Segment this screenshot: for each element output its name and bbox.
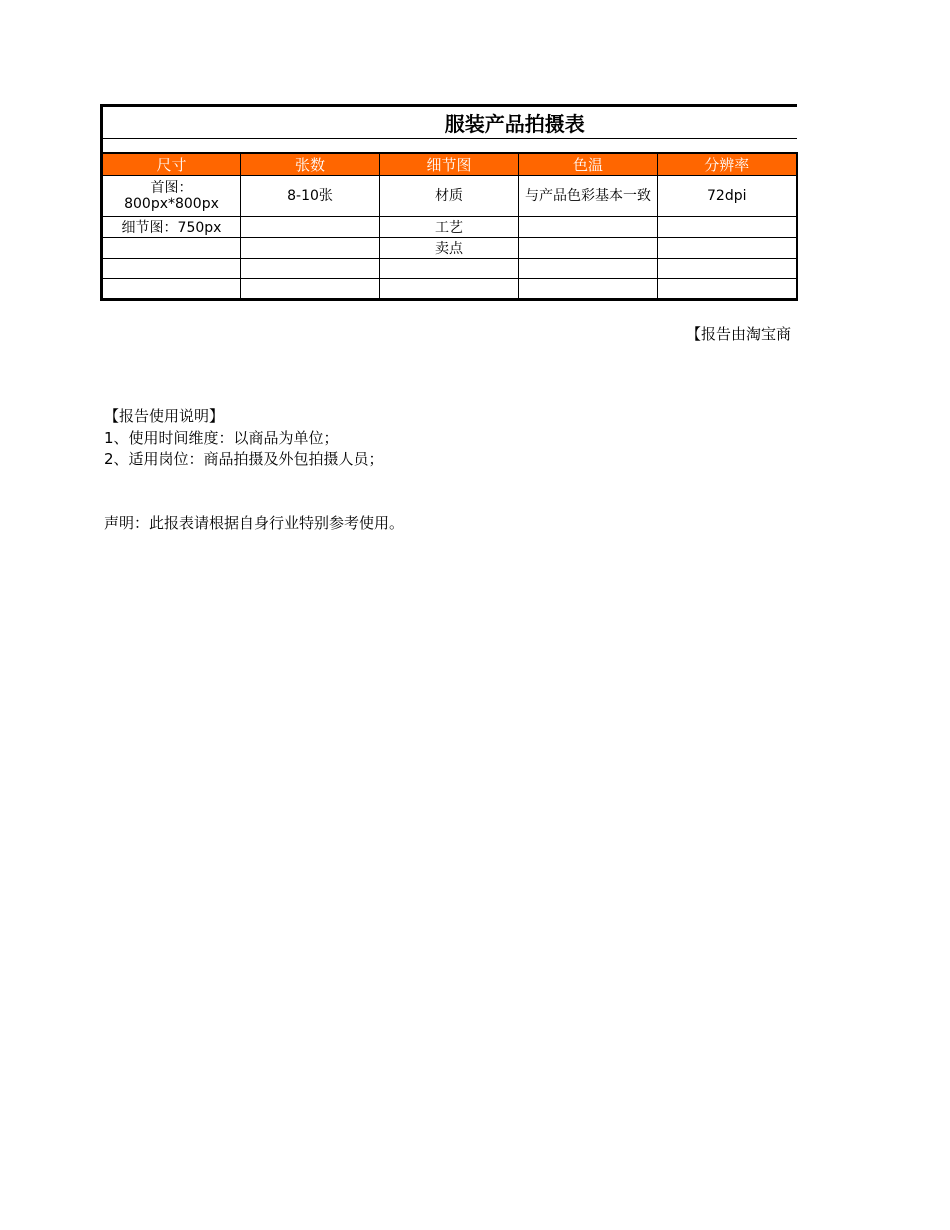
title-row	[102, 106, 797, 139]
table-row	[102, 238, 797, 259]
table-cell[interactable]: 72dpi	[658, 176, 797, 217]
blank-row	[102, 139, 797, 154]
product-shoot-table	[100, 104, 798, 301]
blank-cell[interactable]	[102, 139, 797, 154]
header-size[interactable]: 尺寸	[102, 153, 241, 176]
table-cell[interactable]: 细节图：750px	[102, 217, 241, 238]
notes-heading: 【报告使用说明】	[104, 407, 225, 425]
report-source-note: 【报告由淘宝商	[686, 325, 792, 343]
table-cell[interactable]	[380, 279, 519, 300]
table-row	[102, 279, 797, 300]
header-resolution[interactable]: 分辨率	[658, 153, 797, 176]
declaration-text: 声明：此报表请根据自身行业特别参考使用。	[104, 514, 405, 532]
table-cell[interactable]	[241, 238, 380, 259]
table-cell[interactable]	[241, 259, 380, 279]
table-cell[interactable]	[102, 279, 241, 300]
table-cell[interactable]	[241, 279, 380, 300]
header-detail[interactable]: 细节图	[380, 153, 519, 176]
table-cell[interactable]	[241, 217, 380, 238]
table-cell[interactable]: 材质	[380, 176, 519, 217]
table-cell[interactable]	[519, 217, 658, 238]
table-cell[interactable]: 与产品色彩基本一致	[519, 176, 658, 217]
table-cell[interactable]: 卖点	[380, 238, 519, 259]
table-row	[102, 176, 797, 217]
table-cell[interactable]	[658, 259, 797, 279]
table-row	[102, 259, 797, 279]
table-row	[102, 217, 797, 238]
table-cell[interactable]	[519, 259, 658, 279]
header-row	[102, 153, 797, 176]
header-count[interactable]: 张数	[241, 153, 380, 176]
usage-notes	[104, 406, 384, 471]
table-cell[interactable]	[102, 238, 241, 259]
table-cell[interactable]	[519, 279, 658, 300]
table-cell[interactable]	[658, 279, 797, 300]
notes-line: 2、适用岗位：商品拍摄及外包拍摄人员；	[104, 450, 384, 468]
table-cell[interactable]: 首图：800px*800px	[102, 176, 241, 217]
table-cell[interactable]	[658, 238, 797, 259]
table-cell[interactable]	[658, 217, 797, 238]
table-cell[interactable]: 工艺	[380, 217, 519, 238]
table-cell[interactable]	[519, 238, 658, 259]
header-color-temp[interactable]: 色温	[519, 153, 658, 176]
sheet-title[interactable]: 服装产品拍摄表	[102, 106, 797, 139]
table-cell[interactable]: 8-10张	[241, 176, 380, 217]
table-cell[interactable]	[102, 259, 241, 279]
notes-line: 1、使用时间维度：以商品为单位；	[104, 428, 339, 447]
table-cell[interactable]	[380, 259, 519, 279]
